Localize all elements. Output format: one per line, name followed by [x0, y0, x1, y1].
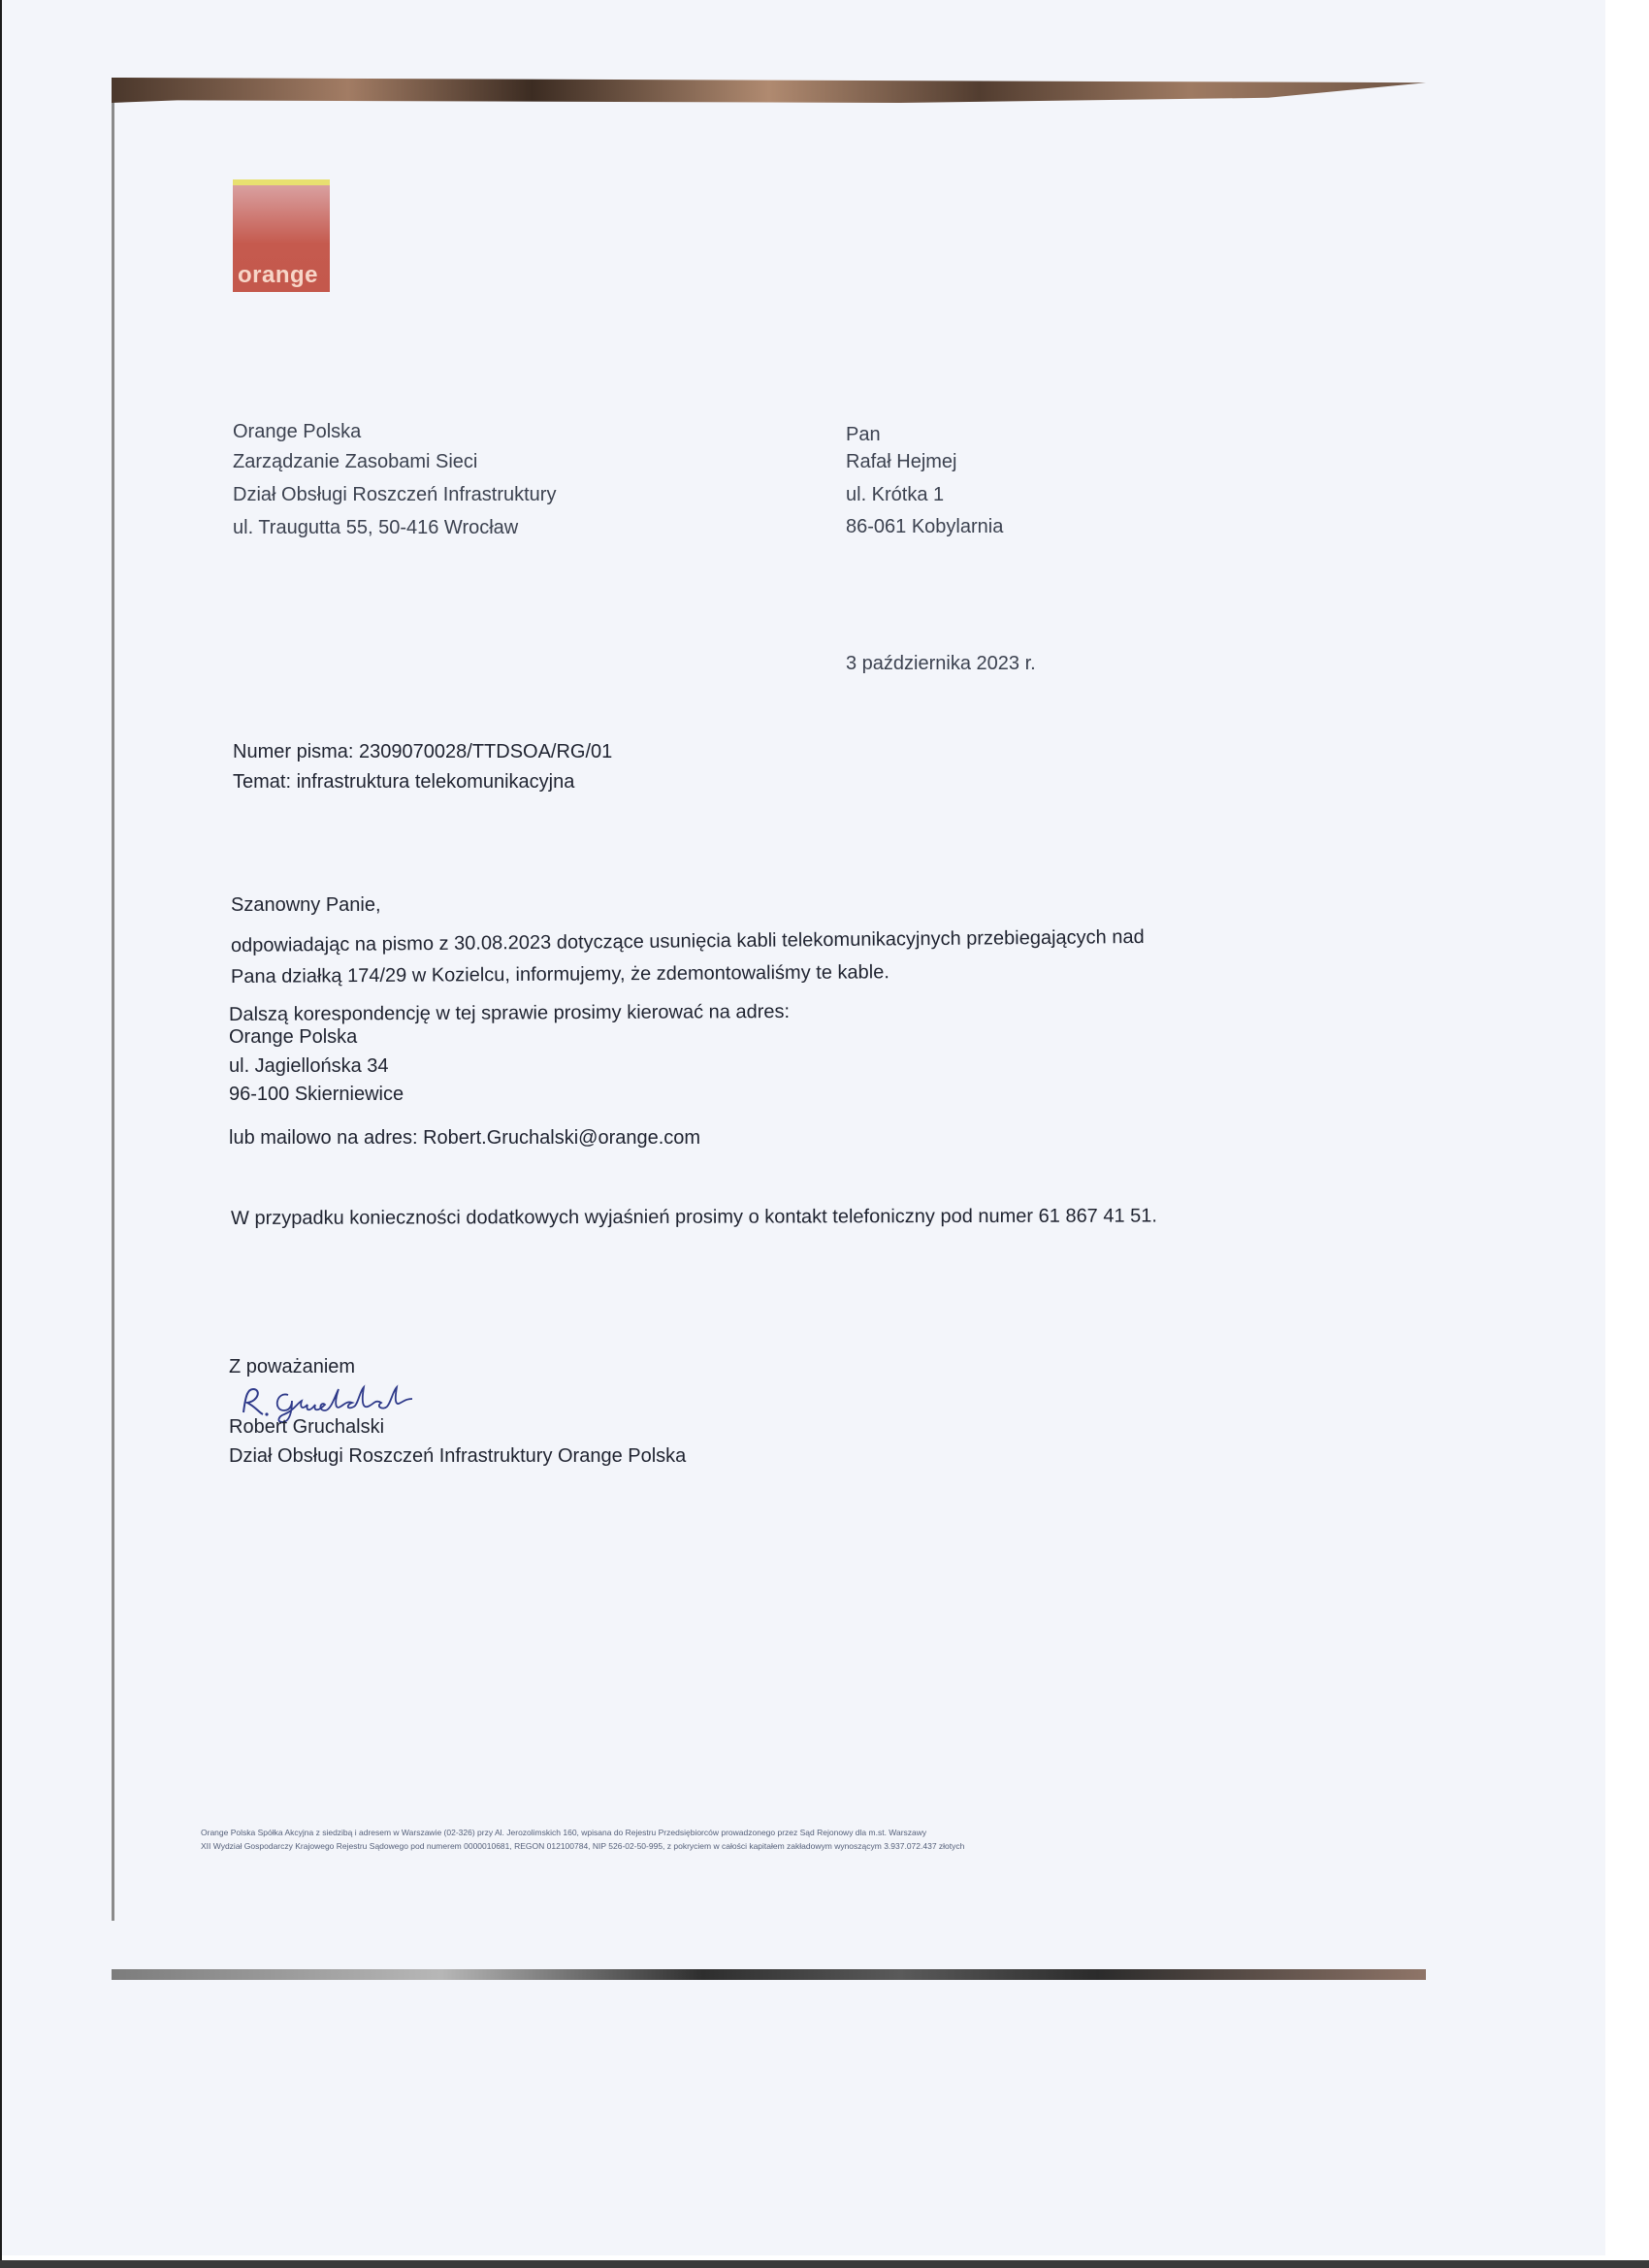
contact-line: W przypadku konieczności dodatkowych wyjaśnień prosimy o kontakt telefoniczny pod numer 61 867 41 51.	[230, 1205, 1157, 1229]
scan-bottom-band	[112, 1969, 1426, 1980]
sender-company: Orange Polska	[233, 421, 362, 442]
signer-name: Robert Gruchalski	[229, 1416, 385, 1438]
sender-address: ul. Traugutta 55, 50-416 Wrocław	[233, 517, 519, 538]
recipient-salutation: Pan	[846, 424, 881, 445]
correspondence-company: Orange Polska	[229, 1026, 358, 1048]
recipient-city: 86-061 Kobylarnia	[846, 516, 1004, 537]
email-line: lub mailowo na adres: Robert.Gruchalski@orange.com	[229, 1127, 701, 1149]
sender-unit: Zarządzanie Zasobami Sieci	[233, 451, 478, 472]
letter-subject: Temat: infrastruktura telekomunikacyjna	[233, 771, 575, 793]
closing-regards: Z poważaniem	[229, 1356, 356, 1377]
footer-line-2: XII Wydział Gospodarczy Krajowego Rejestru Sądowego pod numerem 0000010681, REGON 012100784, NIP 526-02-50-995, z pokryciem w całości kapitałem zakładowym wynoszącym 3.937.072.437 złotych	[201, 1841, 965, 1851]
page-side-shadow	[112, 78, 114, 1921]
correspondence-city: 96-100 Skierniewice	[229, 1084, 404, 1105]
footer-line-1: Orange Polska Spółka Akcyjna z siedzibą i adresem w Warszawie (02-326) przy Al. Jerozolimskich 160, wpisana do Rejestru Przedsiębiorców prowadzonego przez Sąd Rejonowy dla m.st. Warszawy	[201, 1828, 927, 1837]
paragraph-line-2: Pana działką 174/29 w Kozielcu, informujemy, że zdemontowaliśmy te kable.	[230, 961, 889, 988]
correspondence-intro: Dalszą korespondencję w tej sprawie prosimy kierować na adres:	[228, 1000, 791, 1025]
correspondence-street: ul. Jagiellońska 34	[229, 1055, 389, 1077]
scan-left-edge	[0, 0, 2, 2268]
greeting: Szanowny Panie,	[231, 894, 381, 916]
paragraph-line-1: odpowiadając na pismo z 30.08.2023 dotyczące usunięcia kabli telekomunikacyjnych przebiegających nad	[230, 925, 1145, 956]
scan-bottom-edge	[0, 2260, 1649, 2268]
letter-number: Numer pisma: 2309070028/TTDSOA/RG/01	[233, 741, 613, 762]
recipient-street: ul. Krótka 1	[846, 484, 945, 505]
sender-department: Dział Obsługi Roszczeń Infrastruktury	[233, 484, 557, 505]
signer-department: Dział Obsługi Roszczeń Infrastruktury Orange Polska	[229, 1445, 687, 1467]
logo-text: orange	[238, 262, 319, 288]
letter-date: 3 października 2023 r.	[846, 653, 1036, 674]
recipient-name: Rafał Hejmej	[846, 451, 957, 472]
orange-logo	[233, 179, 330, 292]
